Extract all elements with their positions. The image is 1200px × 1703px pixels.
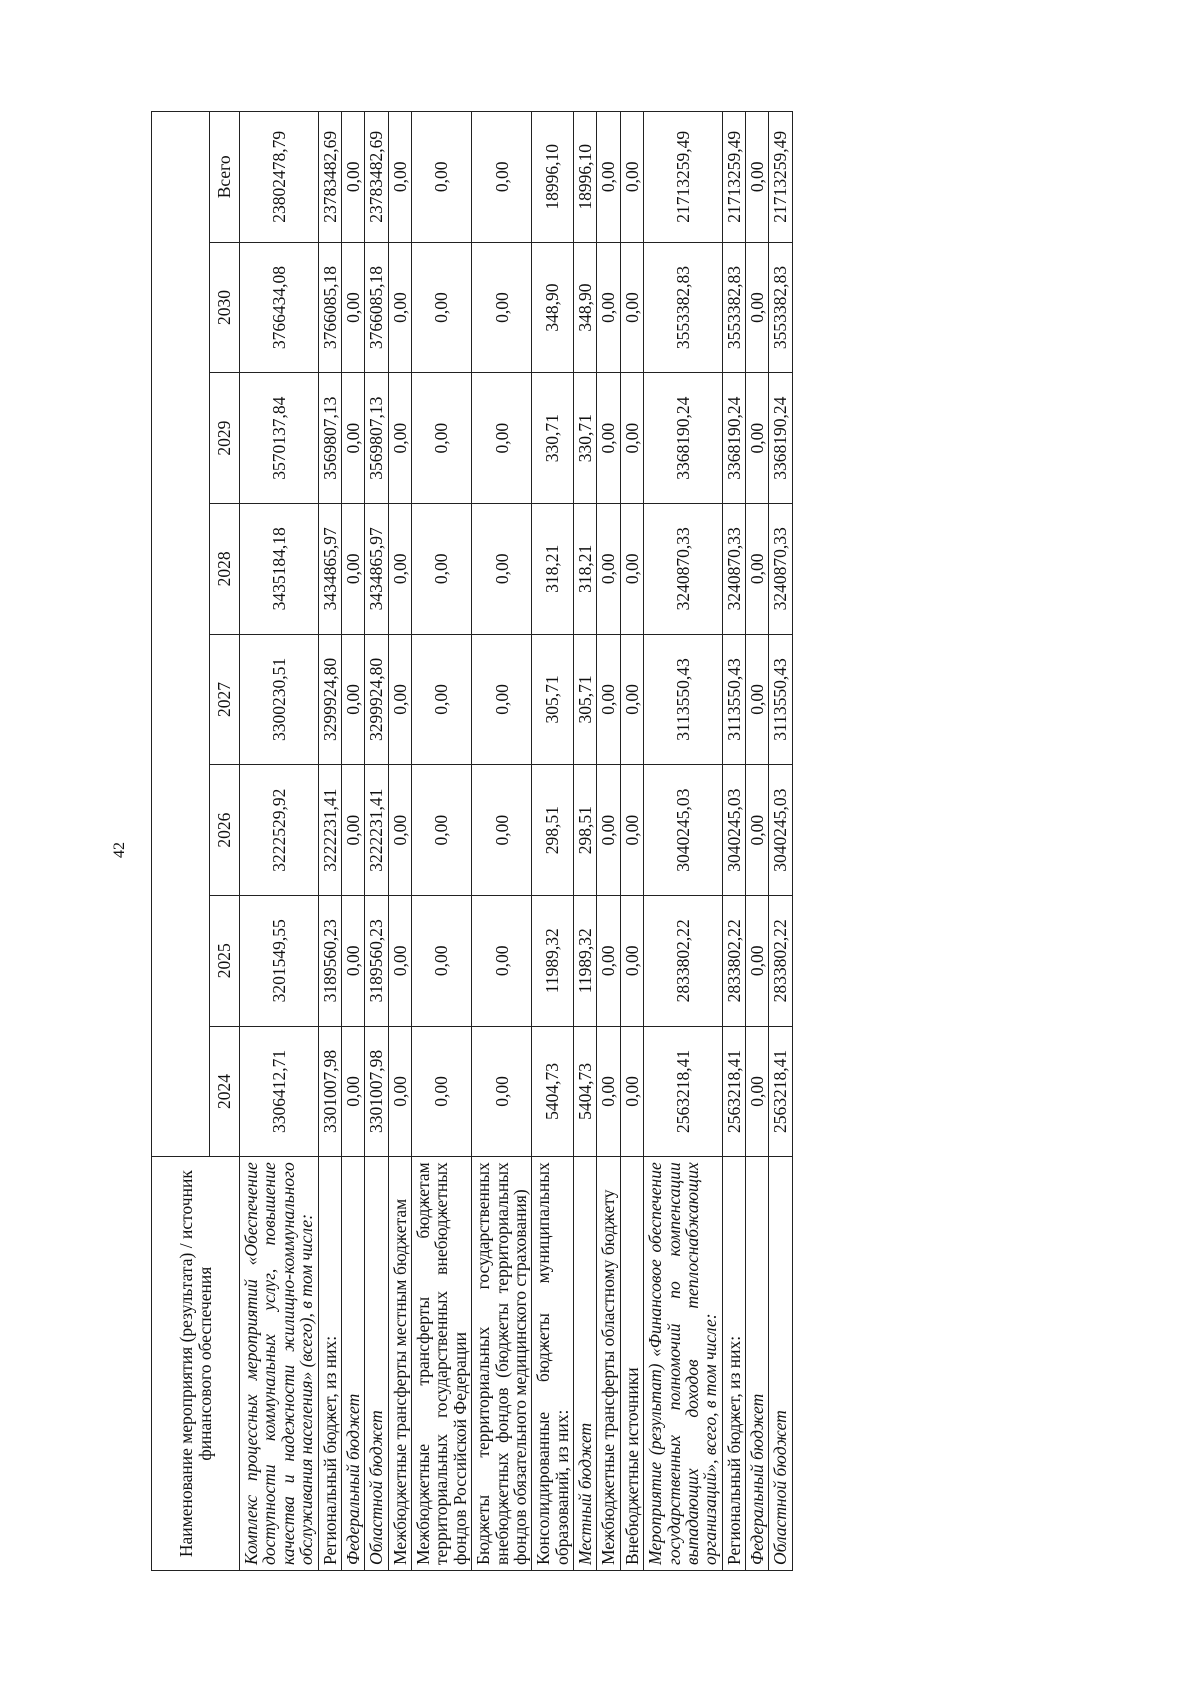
page-number: 42 xyxy=(111,842,128,858)
value-cell: 0,00 xyxy=(412,765,472,896)
table-row xyxy=(240,112,319,1571)
row-name: Бюджеты территориальных государственных внебюджетных фондов (бюджеты территориальных фондов обязательного медицинского страхования) xyxy=(472,1157,532,1571)
row-name: Межбюджетные трансферты местным бюджетам xyxy=(388,1157,411,1571)
value-cell: 348,90 xyxy=(532,242,574,373)
value-cell: 3040245,03 xyxy=(769,765,792,896)
value-cell: 0,00 xyxy=(472,765,532,896)
value-cell: 0,00 xyxy=(472,895,532,1026)
value-cell: 3435184,18 xyxy=(240,503,319,634)
value-cell: 0,00 xyxy=(620,634,643,765)
value-cell: 0,00 xyxy=(412,373,472,504)
total-cell: 23783482,69 xyxy=(318,112,341,243)
table-row xyxy=(532,112,574,1571)
value-cell: 0,00 xyxy=(620,503,643,634)
total-cell: 18996,10 xyxy=(532,112,574,243)
value-cell: 0,00 xyxy=(341,895,364,1026)
value-cell: 5404,73 xyxy=(532,1026,574,1157)
value-cell: 0,00 xyxy=(746,895,769,1026)
value-cell: 3434865,97 xyxy=(365,503,388,634)
value-cell: 0,00 xyxy=(620,765,643,896)
value-cell: 3553382,83 xyxy=(644,242,723,373)
value-cell: 3301007,98 xyxy=(365,1026,388,1157)
value-cell: 3368190,24 xyxy=(769,373,792,504)
value-cell: 0,00 xyxy=(472,634,532,765)
value-cell: 3299924,80 xyxy=(318,634,341,765)
total-cell: 23783482,69 xyxy=(365,112,388,243)
value-cell: 0,00 xyxy=(597,503,620,634)
value-cell: 0,00 xyxy=(620,1026,643,1157)
row-name: Внебюджетные источники xyxy=(620,1157,643,1571)
total-cell: 0,00 xyxy=(412,112,472,243)
value-cell: 5404,73 xyxy=(574,1026,597,1157)
header-year: 2027 xyxy=(210,634,240,765)
value-cell: 2833802,22 xyxy=(722,895,745,1026)
value-cell: 0,00 xyxy=(746,503,769,634)
table-row xyxy=(644,112,723,1571)
value-cell: 0,00 xyxy=(472,373,532,504)
table-row xyxy=(746,112,769,1571)
value-cell: 0,00 xyxy=(746,242,769,373)
value-cell: 0,00 xyxy=(746,634,769,765)
budget-table xyxy=(151,111,793,1571)
value-cell: 0,00 xyxy=(412,503,472,634)
row-name: Областной бюджет xyxy=(769,1157,792,1571)
header-year: 2026 xyxy=(210,765,240,896)
value-cell: 0,00 xyxy=(388,373,411,504)
total-cell: 21713259,49 xyxy=(769,112,792,243)
value-cell: 3569807,13 xyxy=(365,373,388,504)
value-cell: 3113550,43 xyxy=(644,634,723,765)
value-cell: 0,00 xyxy=(388,242,411,373)
value-cell: 0,00 xyxy=(341,1026,364,1157)
value-cell: 0,00 xyxy=(472,503,532,634)
value-cell: 0,00 xyxy=(388,765,411,896)
value-cell: 3306412,71 xyxy=(240,1026,319,1157)
total-cell: 0,00 xyxy=(388,112,411,243)
value-cell: 3113550,43 xyxy=(722,634,745,765)
total-cell: 21713259,49 xyxy=(722,112,745,243)
value-cell: 3189560,23 xyxy=(365,895,388,1026)
value-cell: 0,00 xyxy=(341,503,364,634)
row-name: Региональный бюджет, из них: xyxy=(722,1157,745,1571)
table-row xyxy=(722,112,745,1571)
value-cell: 0,00 xyxy=(412,1026,472,1157)
value-cell: 330,71 xyxy=(532,373,574,504)
value-cell: 0,00 xyxy=(597,765,620,896)
row-name: Комплекс процессных мероприятий «Обеспечение доступности коммунальных услуг, повышение качества и надежности жилищно-коммунального обслуживания населения» (всего), в том числе: xyxy=(240,1157,319,1571)
total-cell: 0,00 xyxy=(620,112,643,243)
value-cell: 3368190,24 xyxy=(722,373,745,504)
value-cell: 0,00 xyxy=(341,765,364,896)
value-cell: 318,21 xyxy=(532,503,574,634)
row-name: Местный бюджет xyxy=(574,1157,597,1571)
value-cell: 0,00 xyxy=(472,1026,532,1157)
header-year: 2030 xyxy=(210,242,240,373)
table-row xyxy=(769,112,792,1571)
value-cell: 0,00 xyxy=(620,242,643,373)
table-row xyxy=(341,112,364,1571)
value-cell: 3569807,13 xyxy=(318,373,341,504)
value-cell: 305,71 xyxy=(574,634,597,765)
value-cell: 3222231,41 xyxy=(365,765,388,896)
table-row xyxy=(318,112,341,1571)
value-cell: 0,00 xyxy=(597,373,620,504)
value-cell: 0,00 xyxy=(597,1026,620,1157)
value-cell: 3240870,33 xyxy=(644,503,723,634)
row-name: Федеральный бюджет xyxy=(746,1157,769,1571)
value-cell: 0,00 xyxy=(597,634,620,765)
value-cell: 0,00 xyxy=(341,242,364,373)
value-cell: 0,00 xyxy=(412,634,472,765)
value-cell: 0,00 xyxy=(597,895,620,1026)
value-cell: 0,00 xyxy=(746,1026,769,1157)
value-cell: 3040245,03 xyxy=(644,765,723,896)
total-cell: 18996,10 xyxy=(574,112,597,243)
value-cell: 3240870,33 xyxy=(769,503,792,634)
value-cell: 3113550,43 xyxy=(769,634,792,765)
value-cell: 3222231,41 xyxy=(318,765,341,896)
value-cell: 11989,32 xyxy=(574,895,597,1026)
value-cell: 0,00 xyxy=(412,242,472,373)
value-cell: 3766434,08 xyxy=(240,242,319,373)
table-row xyxy=(620,112,643,1571)
value-cell: 3553382,83 xyxy=(769,242,792,373)
value-cell: 0,00 xyxy=(388,1026,411,1157)
value-cell: 3434865,97 xyxy=(318,503,341,634)
value-cell: 3300230,51 xyxy=(240,634,319,765)
value-cell: 0,00 xyxy=(746,765,769,896)
value-cell: 0,00 xyxy=(388,503,411,634)
total-cell: 0,00 xyxy=(341,112,364,243)
header-row xyxy=(152,112,210,1571)
header-year: 2029 xyxy=(210,373,240,504)
table-row xyxy=(597,112,620,1571)
value-cell: 11989,32 xyxy=(532,895,574,1026)
header-blank xyxy=(152,112,210,1157)
row-name: Областной бюджет xyxy=(365,1157,388,1571)
value-cell: 298,51 xyxy=(532,765,574,896)
rotated-table-container xyxy=(151,111,793,1571)
table-row xyxy=(412,112,472,1571)
value-cell: 3189560,23 xyxy=(318,895,341,1026)
value-cell: 2563218,41 xyxy=(722,1026,745,1157)
header-year: 2028 xyxy=(210,503,240,634)
table-row xyxy=(472,112,532,1571)
value-cell: 0,00 xyxy=(472,242,532,373)
value-cell: 3240870,33 xyxy=(722,503,745,634)
row-name: Межбюджетные трансферты областному бюджету xyxy=(597,1157,620,1571)
total-cell: 0,00 xyxy=(597,112,620,243)
value-cell: 318,21 xyxy=(574,503,597,634)
value-cell: 0,00 xyxy=(746,373,769,504)
value-cell: 0,00 xyxy=(388,634,411,765)
row-name: Федеральный бюджет xyxy=(341,1157,364,1571)
value-cell: 0,00 xyxy=(597,242,620,373)
value-cell: 2833802,22 xyxy=(644,895,723,1026)
total-cell: 0,00 xyxy=(746,112,769,243)
value-cell: 0,00 xyxy=(620,895,643,1026)
header-total: Всего xyxy=(210,112,240,243)
table-row xyxy=(388,112,411,1571)
value-cell: 2563218,41 xyxy=(644,1026,723,1157)
row-name: Региональный бюджет, из них: xyxy=(318,1157,341,1571)
value-cell: 0,00 xyxy=(341,373,364,504)
value-cell: 330,71 xyxy=(574,373,597,504)
value-cell: 3553382,83 xyxy=(722,242,745,373)
value-cell: 3301007,98 xyxy=(318,1026,341,1157)
value-cell: 305,71 xyxy=(532,634,574,765)
value-cell: 0,00 xyxy=(388,895,411,1026)
value-cell: 3040245,03 xyxy=(722,765,745,896)
value-cell: 3368190,24 xyxy=(644,373,723,504)
value-cell: 3222529,92 xyxy=(240,765,319,896)
total-cell: 21713259,49 xyxy=(644,112,723,243)
row-name: Консолидированные бюджеты муниципальных образований, из них: xyxy=(532,1157,574,1571)
value-cell: 3201549,55 xyxy=(240,895,319,1026)
value-cell: 0,00 xyxy=(620,373,643,504)
total-cell: 23802478,79 xyxy=(240,112,319,243)
header-year: 2025 xyxy=(210,895,240,1026)
table-row xyxy=(574,112,597,1571)
value-cell: 3766085,18 xyxy=(318,242,341,373)
header-name: Наименование мероприятия (результата) / источник финансового обеспечения xyxy=(152,1157,240,1571)
value-cell: 3766085,18 xyxy=(365,242,388,373)
value-cell: 2833802,22 xyxy=(769,895,792,1026)
value-cell: 0,00 xyxy=(341,634,364,765)
total-cell: 0,00 xyxy=(472,112,532,243)
row-name: Межбюджетные трансферты бюджетам территориальных государственных внебюджетных фондов Российской Федерации xyxy=(412,1157,472,1571)
table-row xyxy=(365,112,388,1571)
value-cell: 3299924,80 xyxy=(365,634,388,765)
header-year: 2024 xyxy=(210,1026,240,1157)
value-cell: 0,00 xyxy=(412,895,472,1026)
value-cell: 2563218,41 xyxy=(769,1026,792,1157)
value-cell: 348,90 xyxy=(574,242,597,373)
row-name: Мероприятие (результат) «Финансовое обеспечение государственных полномочий по компенсации выпадающих доходов теплоснабжающих организаций», всего, в том числе: xyxy=(644,1157,723,1571)
value-cell: 298,51 xyxy=(574,765,597,896)
value-cell: 3570137,84 xyxy=(240,373,319,504)
